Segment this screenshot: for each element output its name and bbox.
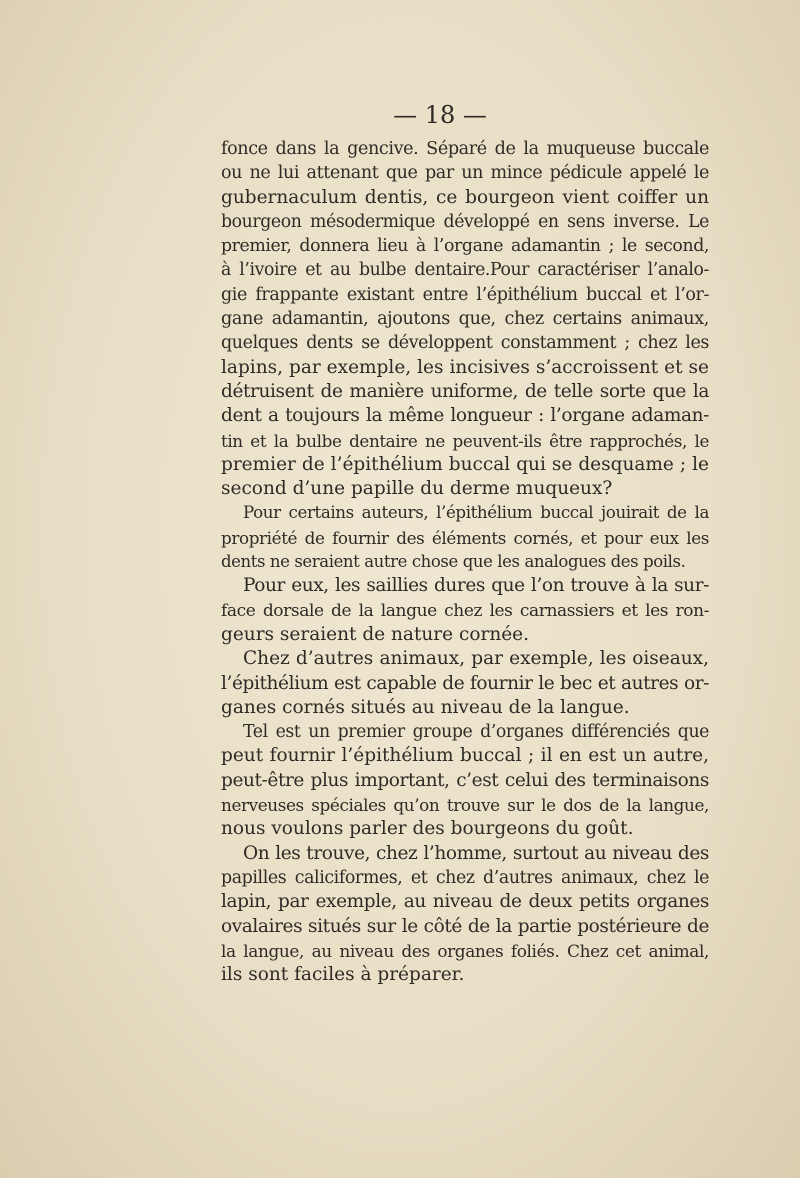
text-line: second d’une papille du derme muqueux? <box>221 478 613 500</box>
text-line: premier de l’épithélium buccal qui se desquame ; le <box>221 453 709 475</box>
text-line: face dorsale de la langue chez les carnassiers et les ron- <box>221 600 709 621</box>
text-line: ganes cornés situés au niveau de la langue. <box>221 696 630 718</box>
body-text <box>221 137 709 987</box>
text-line: à l’ivoire et au bulbe dentaire.Pour caractériser l’analo- <box>221 260 709 281</box>
text-line: papilles caliciformes, et chez d’autres animaux, chez le <box>221 867 709 888</box>
text-line: lapins, par exemple, les incisives s’accroissent et se <box>221 356 709 378</box>
text-line: quelques dents se développent constamment ; chez les <box>221 333 709 354</box>
text-line: dent a toujours la même longueur : l’organe adaman- <box>221 405 709 427</box>
text-line: peut-être plus important, c’est celui des terminaisons <box>221 769 709 791</box>
text-line: nous voulons parler des bourgeons du goût. <box>221 818 634 840</box>
text-line: ou ne lui attenant que par un mince pédicule appelé le <box>221 163 709 184</box>
text-line: la langue, au niveau des organes foliés. Chez cet animal, <box>221 940 709 961</box>
text-line: Pour eux, les saillies dures que l’on trouve à la sur- <box>243 575 709 597</box>
text-line: nerveuses spéciales qu’on trouve sur le dos de la langue, <box>221 795 709 816</box>
text-line: On les trouve, chez l’homme, surtout au niveau des <box>243 842 709 864</box>
text-line: Tel est un premier groupe d’organes différenciés que <box>243 722 709 743</box>
text-line: peut fournir l’épithélium buccal ; il en est un autre, <box>221 745 709 767</box>
text-line: dents ne seraient autre chose que les analogues des poils. <box>221 552 686 572</box>
text-line: l’épithélium est capable de fournir le bec et autres or- <box>221 672 709 694</box>
text-line: gubernaculum dentis, ce bourgeon vient coiffer un <box>221 186 709 208</box>
text-line: ovalaires situés sur le côté de la partie postérieure de <box>221 915 709 937</box>
text-line: propriété de fournir des éléments cornés, et pour eux les <box>221 527 709 548</box>
text-line: bourgeon mésodermique développé en sens inverse. Le <box>221 211 709 232</box>
text-line: Chez d’autres animaux, par exemple, les oiseaux, <box>243 648 709 670</box>
text-line: premier, donnera lieu à l’organe adamantin ; le second, <box>221 236 709 257</box>
text-line: gane adamantin, ajoutons que, chez certains animaux, <box>221 309 709 330</box>
text-line: geurs seraient de nature cornée. <box>221 623 530 645</box>
text-line: tin et la bulbe dentaire ne peuvent-ils être rapprochés, le <box>221 430 709 451</box>
text-line: ils sont faciles à préparer. <box>221 964 465 986</box>
text-line: gie frappante existant entre l’épithélium buccal et l’or- <box>221 284 709 305</box>
text-line: détruisent de manière uniforme, de telle sorte que la <box>221 380 709 402</box>
text-line: lapin, par exemple, au niveau de deux petits organes <box>221 891 709 913</box>
text-line: Pour certains auteurs, l’épithélium buccal jouirait de la <box>243 503 709 523</box>
page-number: — 18 — <box>393 101 487 129</box>
text-line: fonce dans la gencive. Séparé de la muqueuse buccale <box>221 139 709 159</box>
